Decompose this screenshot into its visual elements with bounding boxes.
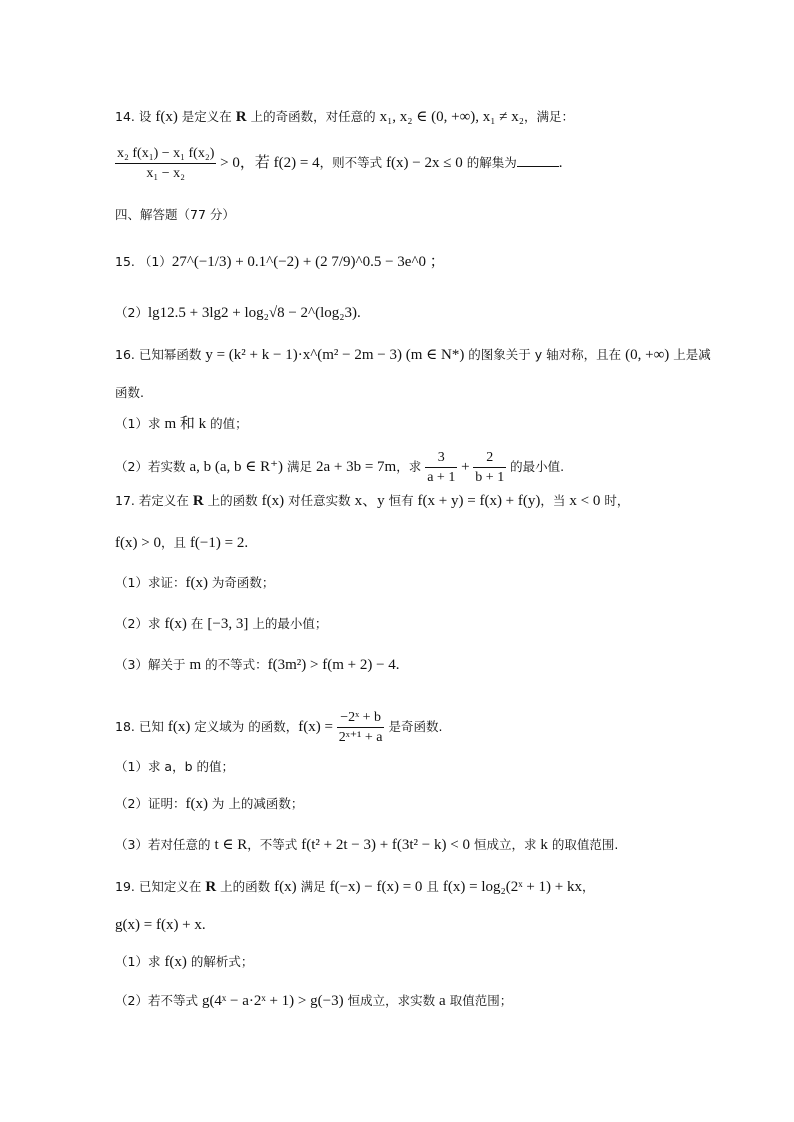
q19-text: 恒成立，求实数 [343, 993, 440, 1008]
q18-text: 的取值范围. [547, 837, 619, 852]
q18-text: ，不等式 [247, 837, 302, 852]
q18-math: t ∈ R [214, 837, 248, 853]
q17-part-3 [115, 655, 400, 675]
q14-math: R [235, 109, 247, 125]
q19-math: R [205, 879, 217, 895]
q19-inequality: g(4ˣ − a·2ˣ + 1) > g(−3) [201, 993, 344, 1009]
q16-text: 的值； [206, 416, 248, 431]
q18-text: 恒成立，求 [469, 837, 541, 852]
q16-math: + [457, 459, 474, 475]
q17-text: ，当 [540, 493, 570, 508]
q16-math: a, b (a, b ∈ R⁺) [189, 459, 284, 475]
q17-line-2 [115, 533, 248, 553]
fraction-numerator: 2 [473, 449, 506, 468]
q16-text: 函数. [115, 385, 144, 400]
q16-text: 的最小值. [506, 459, 565, 474]
q17-math: m [189, 657, 202, 673]
q17-text: 在 [186, 616, 208, 631]
q19-line-1 [115, 877, 595, 897]
q14-line-2 [115, 145, 562, 182]
q19-text: 19. 已知定义在 [115, 879, 206, 894]
q16-math: (0, +∞) [625, 347, 670, 363]
q18-text: （3）若对任意的 [115, 837, 215, 852]
q14-text: ，则不等式 [319, 155, 387, 170]
q18-math: f(x) = [298, 719, 337, 735]
q15-label: 15. （1） [115, 254, 172, 269]
q15-line-2 [115, 303, 361, 323]
fraction-numerator: 3 [425, 449, 457, 468]
q17-text: . [395, 657, 400, 673]
q16-function: y = (k² + k − 1)·x^(m² − 2m − 3) (m ∈ N*) [205, 347, 465, 363]
q18-line-1 [115, 709, 442, 746]
q19-equation-2: f(x) = log₂(2ˣ + 1) + kx [442, 879, 582, 895]
q14-math: f(x) [155, 109, 178, 125]
q14-condition: x₁, x₂ ∈ (0, +∞), x₁ ≠ x₂ [379, 109, 524, 125]
q17-text: 为奇函数； [207, 575, 275, 590]
q17-math: f(x) [164, 616, 187, 632]
fraction-denominator: b + 1 [475, 470, 505, 485]
q14-text: > 0，若 [216, 155, 274, 171]
q19-part-2 [115, 991, 512, 1011]
q14-text: 14. 设 [115, 109, 156, 124]
q19-part-1 [115, 952, 253, 972]
q18-text: 是奇函数. [384, 719, 443, 734]
q17-text: . [244, 535, 249, 551]
q19-equation-3: g(x) = f(x) + x. [115, 917, 206, 933]
q17-math: [−3, 3] [207, 616, 249, 632]
q16-text: 的图象关于 y 轴对称，且在 [464, 347, 626, 362]
q17-math: f(x) [261, 493, 285, 509]
q19-math: f(x) [274, 879, 297, 895]
q15-expression-1: 27^(−1/3) + 0.1^(−2) + (2 7/9)^0.5 − 3e^0 ； [171, 254, 445, 270]
q18-text: 18. 已知 [115, 719, 168, 734]
q17-part-1 [115, 573, 274, 593]
q18-part-1 [115, 757, 234, 777]
q17-text: （2）求 [115, 616, 165, 631]
q16-line-1 [115, 345, 711, 365]
q17-text: （3）解关于 [115, 657, 190, 672]
q18-math: k [540, 837, 548, 853]
q18-text: （2）证明： [115, 796, 186, 811]
q19-text: 的解析式； [186, 954, 254, 969]
q14-text: 上的奇函数，对任意的 [246, 109, 380, 124]
q16-math: m 和 k [164, 416, 207, 432]
q17-math: f(x) > 0 [115, 535, 161, 551]
q15-label: （2） [115, 305, 148, 320]
q18-inequality: f(t² + 2t − 3) + f(3t² − k) < 0 [301, 837, 470, 853]
q17-math: f(x) [185, 575, 208, 591]
fraction-numerator: −2ˣ + b [337, 709, 385, 728]
q17-text: ，且 [160, 535, 190, 550]
q14-text: 是定义在 [177, 109, 236, 124]
q16-text: ，求 [396, 459, 426, 474]
q17-equation: f(x + y) = f(x) + f(y) [417, 493, 541, 509]
q17-text: 17. 若定义在 [115, 493, 193, 508]
fraction-denominator: a + 1 [427, 470, 456, 485]
q16-text: 上是减 [669, 347, 711, 362]
q18-math: f(x) [167, 719, 191, 735]
q16-text: （1）求 [115, 416, 165, 431]
q17-math: x、y [354, 493, 385, 509]
q14-fraction [115, 145, 216, 182]
q16-part-1 [115, 414, 248, 434]
q19-text: （2）若不等式 [115, 993, 202, 1008]
q17-text: 的不等式： [201, 657, 268, 672]
section-title: 四、解答题（77 分） [115, 207, 235, 222]
q18-fraction [337, 709, 385, 746]
q17-math: x < 0 [569, 493, 601, 509]
q17-text: 恒有 [384, 493, 418, 508]
q17-text: 上的最小值； [248, 616, 328, 631]
q16-line-2 [115, 383, 144, 403]
q17-text: （1）求证： [115, 575, 186, 590]
fraction-denominator: x₁ − x₂ [146, 166, 186, 181]
section-heading [115, 205, 235, 225]
q18-part-2 [115, 794, 303, 814]
q17-math: f(−1) = 2 [189, 535, 245, 551]
q14-text: . [558, 155, 563, 171]
q14-math: f(2) = 4 [273, 155, 320, 171]
q18-text: （1）求 a，b 的值； [115, 759, 234, 774]
q19-text: 满足 [296, 879, 330, 894]
q19-math: a [439, 993, 446, 1009]
q19-text: 上的函数 [216, 879, 275, 894]
q19-line-2 [115, 915, 206, 935]
q14-text: ，满足： [523, 109, 574, 124]
q17-text: 上的函数 [203, 493, 262, 508]
q15-expression-2: lg12.5 + 3lg2 + log₂√8 − 2^(log₂3). [147, 305, 361, 321]
q17-part-2 [115, 614, 327, 634]
q14-line-1 [115, 107, 574, 127]
q14-text: 的解集为 [462, 155, 517, 170]
q16-part-2 [115, 449, 564, 486]
q16-text: （2）若实数 [115, 459, 190, 474]
q16-math: 2a + 3b = 7m [315, 459, 397, 475]
fraction-numerator: x₂ f(x₁) − x₁ f(x₂) [115, 145, 216, 164]
q19-text: （1）求 [115, 954, 165, 969]
q19-text: ， [581, 879, 595, 894]
q16-text: 满足 [283, 459, 316, 474]
q16-fraction-2 [473, 449, 506, 486]
q17-line-1 [115, 491, 629, 511]
q16-text: 16. 已知幂函数 [115, 347, 206, 362]
q18-text: 定义域为 的函数， [190, 719, 299, 734]
q19-equation-1: f(−x) − f(x) = 0 [329, 879, 423, 895]
q17-text: 时， [600, 493, 630, 508]
q19-text: 且 [422, 879, 443, 894]
fraction-denominator: 2ˣ⁺¹ + a [338, 730, 383, 745]
answer-blank [517, 166, 559, 167]
q15-line-1 [115, 252, 445, 272]
q17-text: 对任意实数 [284, 493, 355, 508]
q19-text: 取值范围； [445, 993, 513, 1008]
q18-text: 为 上的减函数； [207, 796, 304, 811]
q17-math: R [192, 493, 204, 509]
q19-math: f(x) [164, 954, 187, 970]
q14-inequality: f(x) − 2x ≤ 0 [386, 155, 463, 171]
q17-inequality: f(3m²) > f(m + 2) − 4 [267, 657, 396, 673]
q18-part-3 [115, 835, 618, 855]
q18-math: f(x) [185, 796, 208, 812]
q16-fraction-1 [425, 449, 457, 486]
